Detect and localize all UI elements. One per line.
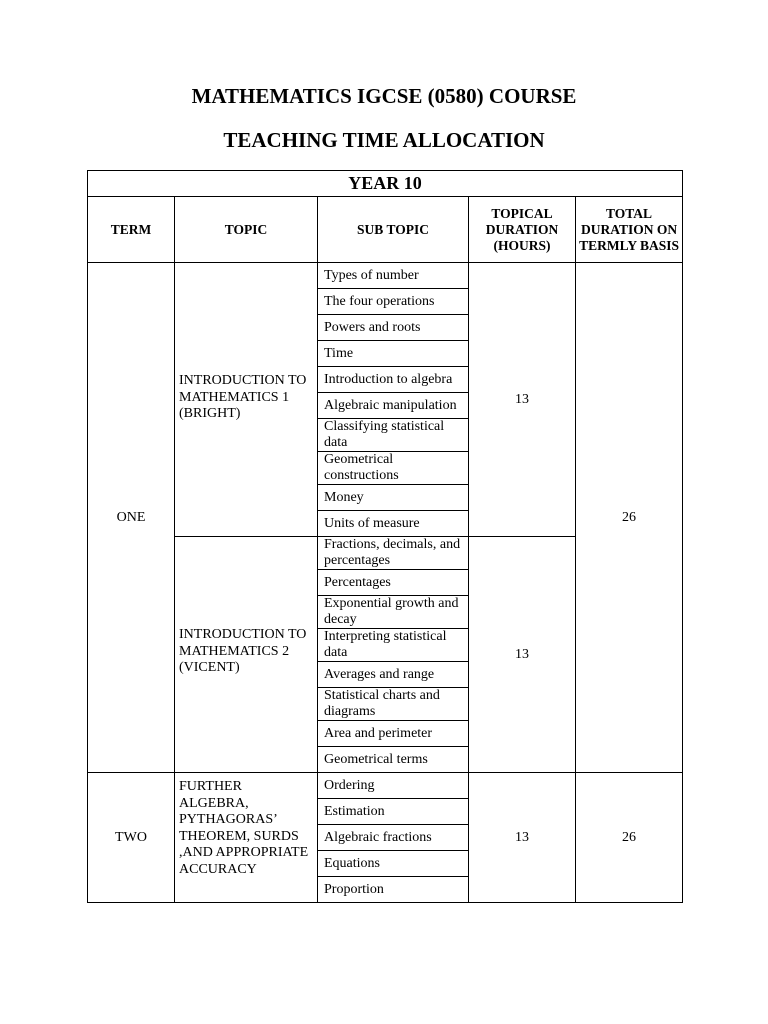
subtopic-item: Interpreting statistical data	[318, 629, 468, 662]
header-subtopic: SUB TOPIC	[318, 197, 469, 263]
header-topical-duration: TOPICAL DURATION (HOURS)	[469, 197, 576, 263]
subtopic-item: Types of number	[324, 267, 419, 283]
document-title: MATHEMATICS IGCSE (0580) COURSE	[191, 84, 577, 108]
subtopic-item: The four operations	[318, 289, 468, 315]
subtopic-item: Geometrical terms	[318, 747, 468, 773]
subtopic-item: Algebraic fractions	[318, 825, 468, 851]
term-total-cell: 26	[576, 773, 683, 903]
term-cell: TWO	[88, 773, 175, 903]
subtopic-item: Averages and range	[318, 662, 468, 688]
subtopic-item: Algebraic manipulation	[318, 393, 468, 419]
subtopic-list	[318, 263, 469, 537]
term-total-cell: 26	[576, 263, 683, 773]
topic-cell: INTRODUCTION TO MATHEMATICS 1 (BRIGHT)	[175, 263, 318, 537]
subtopic-item: Powers and roots	[318, 315, 468, 341]
topic-cell: FURTHER ALGEBRA, PYTHAGORAS’ THEOREM, SURDS ,AND APPROPRIATE ACCURACY	[175, 773, 318, 903]
header-total-duration: TOTAL DURATION ON TERMLY BASIS	[576, 197, 683, 263]
document-subtitle: TEACHING TIME ALLOCATION	[223, 128, 545, 152]
topical-hours-cell: 13	[469, 537, 576, 773]
subtopic-item: Percentages	[318, 570, 468, 596]
header-term: TERM	[88, 197, 175, 263]
subtopic-item: Statistical charts and diagrams	[318, 688, 468, 721]
allocation-table	[87, 170, 683, 903]
subtopic-item: Geometrical constructions	[318, 452, 468, 485]
subtopic-item: Time	[318, 341, 468, 367]
year-heading: YEAR 10	[88, 171, 683, 197]
subtopic-list	[318, 537, 469, 773]
topic-cell: INTRODUCTION TO MATHEMATICS 2 (VICENT)	[175, 537, 318, 773]
term-cell: ONE	[88, 263, 175, 773]
subtopic-item: Estimation	[318, 799, 468, 825]
subtopic-item: Introduction to algebra	[318, 367, 468, 393]
header-topic: TOPIC	[175, 197, 318, 263]
subtopic-item: Exponential growth and decay	[318, 596, 468, 629]
subtopic-item: Money	[318, 485, 468, 511]
subtopic-item: Fractions, decimals, and percentages	[324, 537, 461, 568]
subtopic-item: Equations	[318, 851, 468, 877]
subtopic-list	[318, 773, 469, 903]
subtopic-item: Area and perimeter	[318, 721, 468, 747]
subtopic-item: Classifying statistical data	[318, 419, 468, 452]
subtopic-item: Ordering	[324, 777, 375, 793]
subtopic-item: Units of measure	[318, 511, 468, 537]
subtopic-item: Proportion	[318, 877, 468, 903]
topical-hours-cell: 13	[469, 773, 576, 903]
topical-hours-cell: 13	[469, 263, 576, 537]
